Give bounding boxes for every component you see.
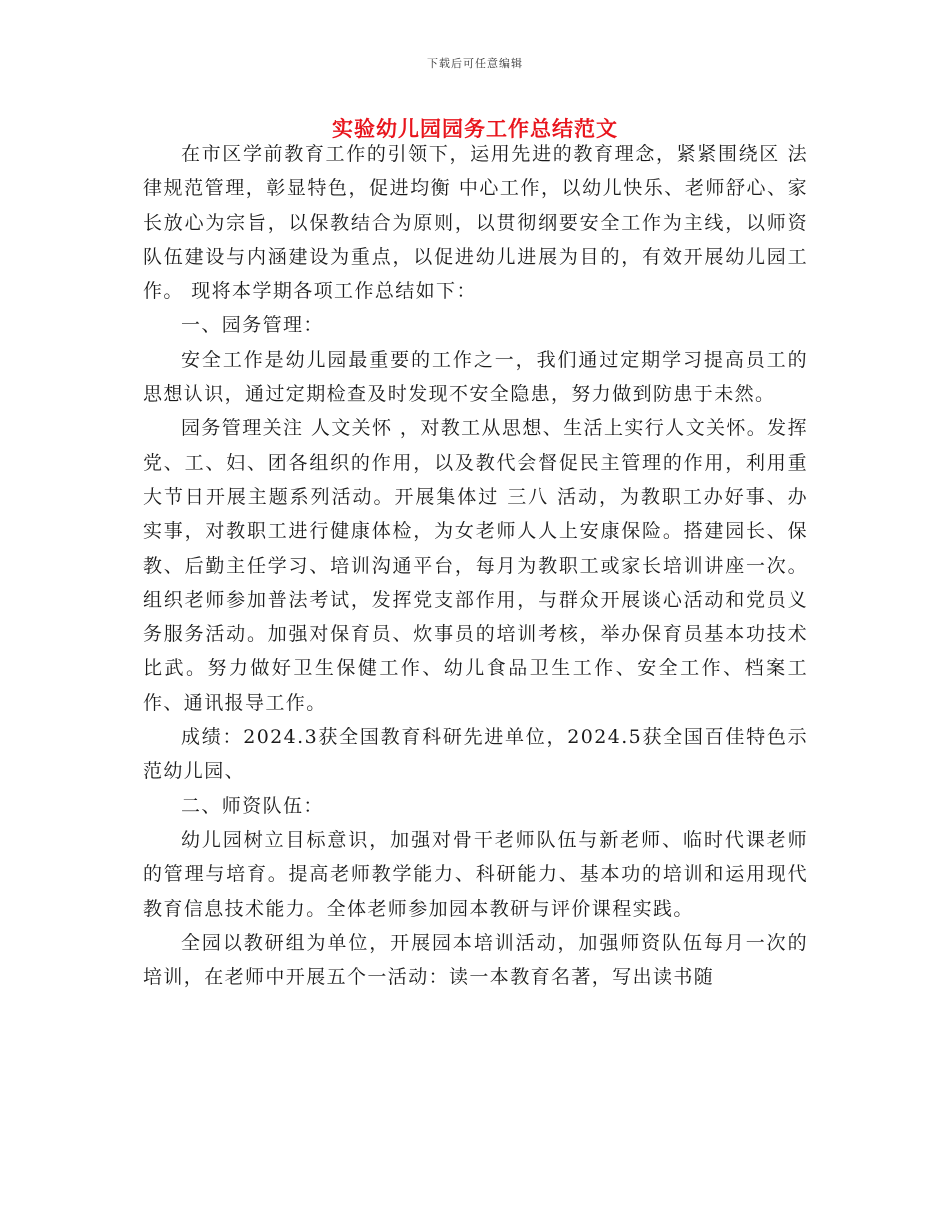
section-heading-teaching-staff: 二、师资队伍： xyxy=(181,794,324,817)
document-title: 实验幼儿园园务工作总结范文 xyxy=(332,116,618,141)
document-body xyxy=(143,137,808,994)
paragraph-safety: 安全工作是幼儿园最重要的工作之一，我们通过定期学习提高员工的思想认识，通过定期检查及时发现不安全隐患，努力做到防患于未然。 xyxy=(143,348,808,406)
paragraph-research-groups: 全园以教研组为单位，开展园本培训活动，加强师资队伍每月一次的培训，在老师中开展五个一活动：读一本教育名著，写出读书随 xyxy=(143,931,808,989)
paragraph-staff-training: 幼儿园树立目标意识，加强对骨干老师队伍与新老师、临时代课老师的管理与培育。提高老师教学能力、科研能力、基本功的培训和运用现代教育信息技术能力。全体老师参加园本教研与评价课程实践。 xyxy=(143,828,808,920)
page-header-note: 下载后可任意编辑 xyxy=(427,57,523,70)
paragraph-management-care: 园务管理关注 人文关怀 ，对教工从思想、生活上实行人文关怀。发挥党、工、妇、团各组织的作用，以及教代会督促民主管理的作用，利用重大节日开展主题系列活动。开展集体过 三八 活动，为教职工办好事、办实事，对教职工进行健康体检，为女老师人人上安康保险。搭建园长、保教、后勤主任学习、培训沟通平台，每月为教职工或家长培训讲座一次。组织老师参加普法考试，发挥党支部作用，与群众开展谈心活动和党员义务服务活动。加强对保育员、炊事员的培训考核，举办保育员基本功技术比武。努力做好卫生保健工作、幼儿食品卫生工作、安全工作、档案工作、通讯报导工作。 xyxy=(143,417,808,714)
section-heading-garden-management: 一、园务管理： xyxy=(181,314,324,337)
paragraph-achievements: 成绩：2024.3获全国教育科研先进单位，2024.5获全国百佳特色示范幼儿园、 xyxy=(143,726,808,783)
paragraph-intro: 在市区学前教育工作的引领下，运用先进的教育理念，紧紧围绕区 法律规范管理，彰显特色，促进均衡 中心工作，以幼儿快乐、老师舒心、家长放心为宗旨，以保教结合为原则，以贯彻纲要安全工作为主线，以师资队伍建设与内涵建设为重点，以促进幼儿进展为目的，有效开展幼儿园工作。 现将本学期各项工作总结如下： xyxy=(143,143,808,303)
